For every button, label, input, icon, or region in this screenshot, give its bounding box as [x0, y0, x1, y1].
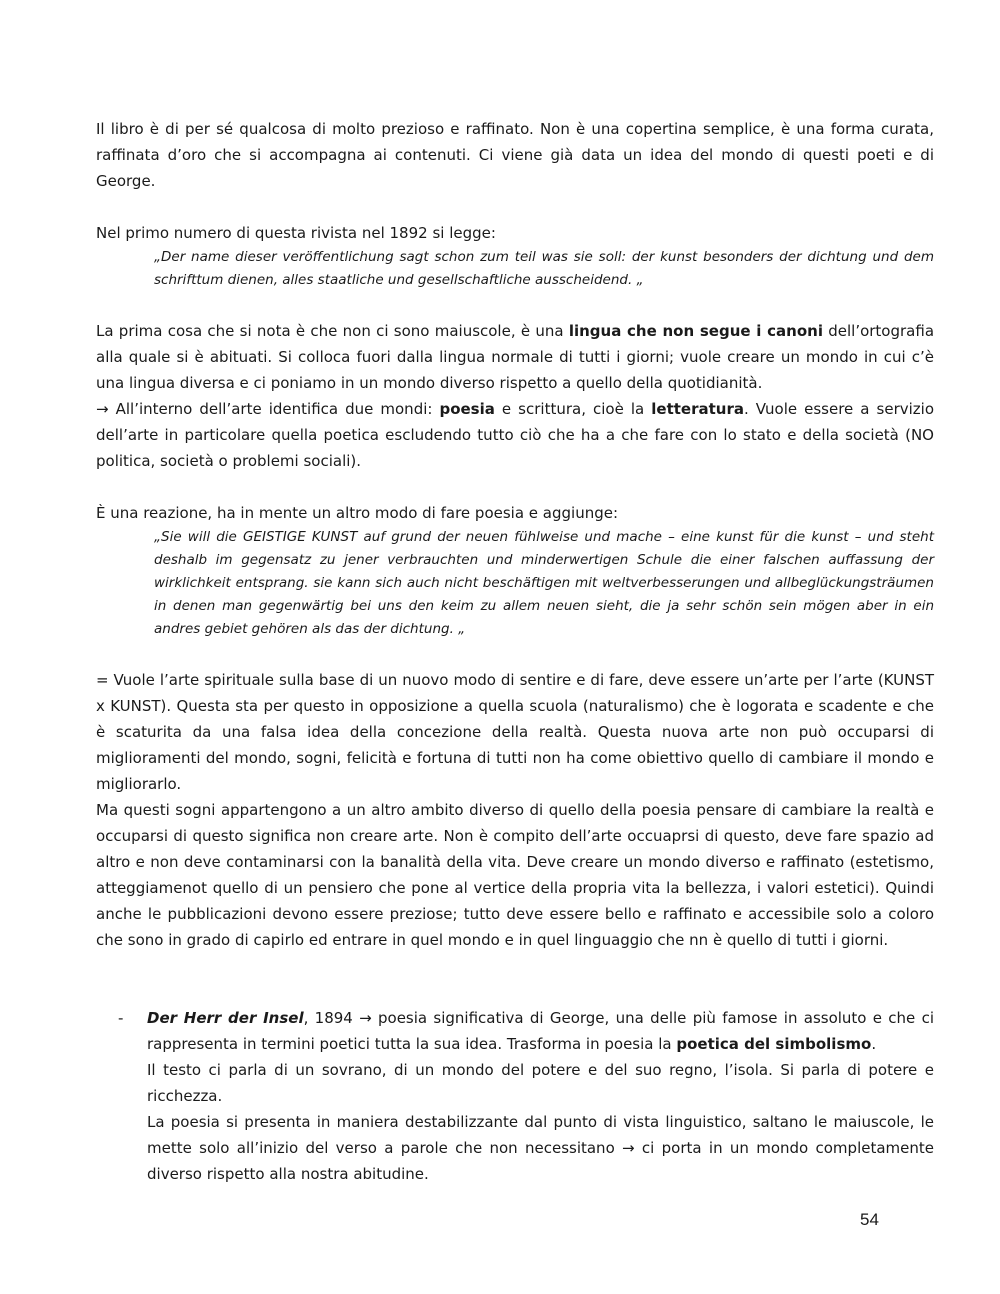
- document-body: [96, 116, 934, 1187]
- bold-text: poetica del simbolismo: [676, 1035, 872, 1053]
- poem-title: Der Herr der Insel: [147, 1009, 304, 1027]
- paragraph: Nel primo numero di questa rivista nel 1892 si legge:: [96, 224, 496, 242]
- paragraph: È una reazione, ha in mente un altro modo di fare poesia e aggiunge:: [96, 504, 619, 522]
- paragraph: → All’interno dell’arte identifica due mondi: poesia e scrittura, cioè la letteratura. Vuole essere a servizio dell’arte in particolare quella poetica escludendo tutto ciò che ha a che fare con lo stato e della società (NO politica, società o problemi sociali).: [96, 400, 935, 470]
- paragraph: Ma questi sogni appartengono a un altro ambito diverso di quello della poesia pensare di cambiare la realtà e occuparsi di questo significa non creare arte. Non è compito dell’arte occuaprsi di questo, deve fare spazio ad altro e non deve contaminarsi con la banalità della vita. Deve creare un mondo diverso e raffinato (estetismo, atteggiamenot quello di un pensiero che pone al vertice della propria vita la bellezza, i valori estetici). Quindi anche le pubblicazioni devono essere preziose; tutto deve essere bello e raffinato e accessibile solo a coloro che sono in grado di capirlo ed entrare in quel mondo e in quel linguaggio che nn è quello di tutti i giorni.: [96, 801, 934, 949]
- paragraph: Il libro è di per sé qualcosa di molto prezioso e raffinato. Non è una copertina semplice, è una forma curata, raffinata d’oro che si accompagna ai contenuti. Ci viene già data un idea del mondo di questi poeti e di George.: [96, 120, 934, 190]
- paragraph: Il testo ci parla di un sovrano, di un mondo del potere e del suo regno, l’isola. Si parla di potere e ricchezza.: [147, 1061, 934, 1105]
- bullet-dash: -: [118, 1009, 124, 1027]
- page-number: 54: [860, 1210, 879, 1229]
- paragraph: La prima cosa che si nota è che non ci sono maiuscole, è una lingua che non segue i canoni dell’ortografia alla quale si è abituati. Si colloca fuori dalla lingua normale di tutti i giorni; vuole creare un mondo in cui c’è una lingua diversa e ci poniamo in un mondo diverso rispetto a quello della quotidianità.: [96, 322, 935, 392]
- bold-text: poesia: [439, 400, 495, 418]
- bold-text: lingua che non segue i canoni: [568, 322, 823, 340]
- block-quote: „Sie will die GEISTIGE KUNST auf grund der neuen fühlweise und mache – eine kunst für die kunst – und steht deshalb im gegensatz zu jener verbrauchten und minderwertigen Schule die einer falschen auffassung der wirklichkeit entsprang. sie kann sich auch nicht beschäftigen mit weltverbesserungen und allbeglückungsträumen in denen man gegenwärtig bei uns den keim zu allem neuen sieht, die ja sehr schön sein mögen aber in ein andres gebiet gehören als das der dichtung. „: [154, 529, 934, 637]
- bold-text: letteratura: [651, 400, 744, 418]
- block-quote: „Der name dieser veröffentlichung sagt schon zum teil was sie soll: der kunst besonders der dichtung und dem schrifttum dienen, alles staatliche und gesellschaftliche ausscheidend. „: [154, 249, 934, 288]
- paragraph: = Vuole l’arte spirituale sulla base di un nuovo modo di sentire e di fare, deve essere un’arte per l’arte (KUNST x KUNST). Questa sta per questo in opposizione a quella scuola (naturalismo) che è logorata e scadente e che è scaturita da una falsa idea della concezione della realtà. Questa nuova arte non può occuparsi di miglioramenti del mondo, sogni, felicità e fortuna di tutti non ha come obiettivo quello di cambiare il mondo e migliorarlo.: [96, 671, 934, 793]
- list-item: - Der Herr der Insel, 1894 → poesia significativa di George, una delle più famose in assoluto e che ci rappresenta in termini poetici tutta la sua idea. Trasforma in poesia la poetica del simbolismo. Il testo ci parla di un sovrano, di un mondo del potere e del suo regno, l’isola. Si parla di potere e ricchezza. La poesia si presenta in maniera destabilizzante dal punto di vista linguistico, saltano le maiuscole, le mette solo all’inizio del verso a parole che non necessitano → ci porta in un mondo completamente diverso rispetto alla nostra abitudine.: [96, 1005, 934, 1187]
- paragraph: La poesia si presenta in maniera destabilizzante dal punto di vista linguistico, saltano le maiuscole, le mette solo all’inizio del verso a parole che non necessitano → ci porta in un mondo completamente diverso rispetto alla nostra abitudine.: [147, 1113, 934, 1183]
